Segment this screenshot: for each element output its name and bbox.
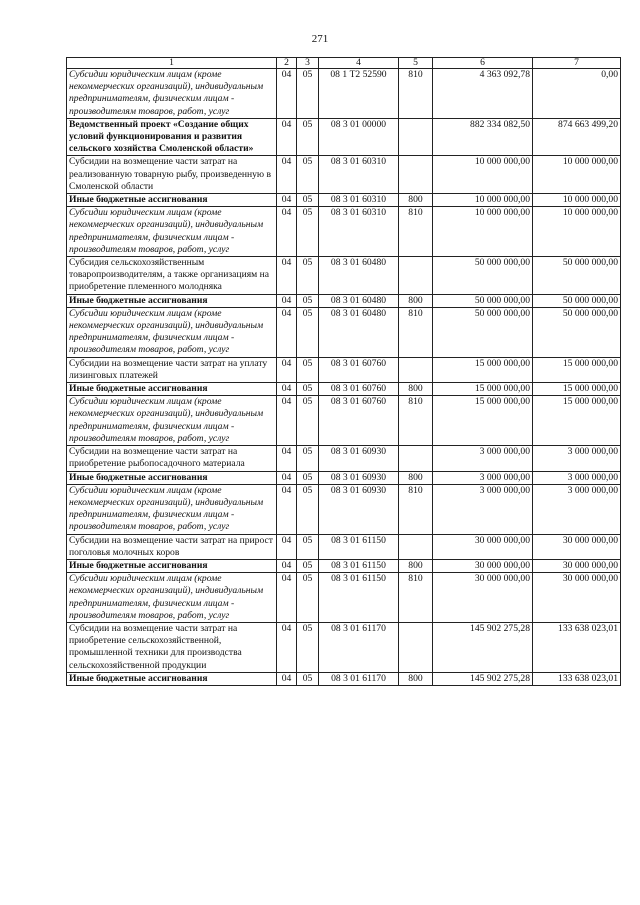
row-amount-1: 15 000 000,00 — [433, 396, 533, 446]
row-name: Субсидии юридическим лицам (кроме некоммерческих организаций), индивидуальным предпринимателям, физическим лицам - производителям товаров, работ, услуг — [67, 484, 277, 534]
column-header: 4 — [319, 58, 399, 69]
row-expense-type: 800 — [399, 194, 433, 207]
row-subsection-code: 05 — [297, 307, 319, 357]
row-amount-2: 30 000 000,00 — [533, 559, 621, 572]
column-header: 7 — [533, 58, 621, 69]
row-target-article: 08 3 01 60480 — [319, 294, 399, 307]
row-amount-2: 874 663 499,20 — [533, 118, 621, 156]
row-amount-1: 3 000 000,00 — [433, 446, 533, 471]
row-amount-2: 15 000 000,00 — [533, 357, 621, 382]
row-subsection-code: 05 — [297, 559, 319, 572]
column-header: 2 — [277, 58, 297, 69]
row-subsection-code: 05 — [297, 257, 319, 295]
row-target-article: 08 3 01 60480 — [319, 307, 399, 357]
row-expense-type: 810 — [399, 69, 433, 119]
row-amount-1: 50 000 000,00 — [433, 257, 533, 295]
table-row — [67, 573, 621, 623]
row-amount-2: 3 000 000,00 — [533, 471, 621, 484]
row-expense-type: 800 — [399, 672, 433, 685]
row-expense-type — [399, 446, 433, 471]
row-name: Субсидии на возмещение части затрат на приобретение сельскохозяйственной, промышленной техники для производства сельскохозяйственной продукции — [67, 622, 277, 672]
row-name: Иные бюджетные ассигнования — [67, 471, 277, 484]
row-name: Субсидии юридическим лицам (кроме некоммерческих организаций), индивидуальным предпринимателям, физическим лицам - производителям товаров, работ, услуг — [67, 396, 277, 446]
row-subsection-code: 05 — [297, 573, 319, 623]
row-name: Ведомственный проект «Создание общих условий функционирования и развития сельского хозяйства Смоленской области» — [67, 118, 277, 156]
table-row — [67, 672, 621, 685]
table-row — [67, 357, 621, 382]
row-subsection-code: 05 — [297, 622, 319, 672]
row-amount-2: 10 000 000,00 — [533, 156, 621, 194]
row-section-code: 04 — [277, 534, 297, 559]
row-amount-1: 10 000 000,00 — [433, 194, 533, 207]
row-section-code: 04 — [277, 559, 297, 572]
row-amount-1: 10 000 000,00 — [433, 207, 533, 257]
row-amount-2: 133 638 023,01 — [533, 672, 621, 685]
column-header: 1 — [67, 58, 277, 69]
row-target-article: 08 3 01 61170 — [319, 622, 399, 672]
row-amount-1: 50 000 000,00 — [433, 294, 533, 307]
row-amount-2: 50 000 000,00 — [533, 257, 621, 295]
row-section-code: 04 — [277, 484, 297, 534]
row-section-code: 04 — [277, 307, 297, 357]
column-header: 6 — [433, 58, 533, 69]
row-name: Субсидии юридическим лицам (кроме некоммерческих организаций), индивидуальным предпринимателям, физическим лицам - производителям товаров, работ, услуг — [67, 69, 277, 119]
row-section-code: 04 — [277, 471, 297, 484]
row-section-code: 04 — [277, 207, 297, 257]
table-row — [67, 194, 621, 207]
table-row — [67, 118, 621, 156]
row-target-article: 08 3 01 60930 — [319, 471, 399, 484]
row-amount-2: 0,00 — [533, 69, 621, 119]
row-amount-1: 50 000 000,00 — [433, 307, 533, 357]
row-expense-type — [399, 257, 433, 295]
row-amount-1: 145 902 275,28 — [433, 622, 533, 672]
table-row — [67, 471, 621, 484]
table-row — [67, 396, 621, 446]
row-target-article: 08 3 01 60930 — [319, 446, 399, 471]
row-subsection-code: 05 — [297, 534, 319, 559]
row-expense-type: 810 — [399, 207, 433, 257]
column-header: 5 — [399, 58, 433, 69]
row-name: Иные бюджетные ассигнования — [67, 194, 277, 207]
page-number: 271 — [311, 33, 329, 45]
table-row — [67, 484, 621, 534]
row-amount-2: 30 000 000,00 — [533, 534, 621, 559]
row-amount-2: 133 638 023,01 — [533, 622, 621, 672]
row-section-code: 04 — [277, 622, 297, 672]
row-expense-type — [399, 357, 433, 382]
row-amount-2: 30 000 000,00 — [533, 573, 621, 623]
table-header-row — [67, 58, 621, 69]
row-expense-type: 810 — [399, 573, 433, 623]
row-subsection-code: 05 — [297, 383, 319, 396]
row-target-article: 08 3 01 60310 — [319, 156, 399, 194]
column-header: 3 — [297, 58, 319, 69]
table-row — [67, 559, 621, 572]
row-amount-1: 145 902 275,28 — [433, 672, 533, 685]
row-section-code: 04 — [277, 118, 297, 156]
row-target-article: 08 3 01 60480 — [319, 257, 399, 295]
row-target-article: 08 3 01 61150 — [319, 534, 399, 559]
row-amount-2: 50 000 000,00 — [533, 294, 621, 307]
table-row — [67, 257, 621, 295]
table-body — [67, 69, 621, 686]
table-row — [67, 207, 621, 257]
row-name: Иные бюджетные ассигнования — [67, 672, 277, 685]
row-expense-type: 810 — [399, 484, 433, 534]
row-subsection-code: 05 — [297, 194, 319, 207]
row-name: Иные бюджетные ассигнования — [67, 294, 277, 307]
row-target-article: 08 3 01 60930 — [319, 484, 399, 534]
row-target-article: 08 3 01 00000 — [319, 118, 399, 156]
row-amount-1: 15 000 000,00 — [433, 357, 533, 382]
row-amount-2: 10 000 000,00 — [533, 194, 621, 207]
row-amount-1: 15 000 000,00 — [433, 383, 533, 396]
row-subsection-code: 05 — [297, 69, 319, 119]
row-section-code: 04 — [277, 156, 297, 194]
row-target-article: 08 3 01 61150 — [319, 559, 399, 572]
row-name: Субсидии на возмещение части затрат на прирост поголовья молочных коров — [67, 534, 277, 559]
row-expense-type — [399, 118, 433, 156]
row-target-article: 08 3 01 60310 — [319, 194, 399, 207]
row-name: Субсидии на возмещение части затрат на реализованную товарную рыбу, произведенную в Смоленской области — [67, 156, 277, 194]
row-amount-2: 3 000 000,00 — [533, 484, 621, 534]
row-section-code: 04 — [277, 672, 297, 685]
row-subsection-code: 05 — [297, 207, 319, 257]
row-amount-1: 30 000 000,00 — [433, 573, 533, 623]
row-name: Субсидии юридическим лицам (кроме некоммерческих организаций), индивидуальным предпринимателям, физическим лицам - производителям товаров, работ, услуг — [67, 307, 277, 357]
row-name: Субсидия сельскохозяйственным товаропроизводителям, а также организациям на приобретение племенного молодняка — [67, 257, 277, 295]
row-subsection-code: 05 — [297, 294, 319, 307]
row-amount-1: 4 363 092,78 — [433, 69, 533, 119]
row-section-code: 04 — [277, 294, 297, 307]
row-subsection-code: 05 — [297, 446, 319, 471]
table-row — [67, 69, 621, 119]
row-target-article: 08 1 Т2 52590 — [319, 69, 399, 119]
table-row — [67, 534, 621, 559]
row-target-article: 08 3 01 60760 — [319, 396, 399, 446]
row-target-article: 08 3 01 61170 — [319, 672, 399, 685]
row-name: Субсидии на возмещение части затрат на приобретение рыбопосадочного материала — [67, 446, 277, 471]
row-expense-type: 800 — [399, 559, 433, 572]
row-expense-type: 800 — [399, 294, 433, 307]
row-expense-type: 810 — [399, 396, 433, 446]
row-subsection-code: 05 — [297, 357, 319, 382]
row-section-code: 04 — [277, 69, 297, 119]
row-section-code: 04 — [277, 396, 297, 446]
row-target-article: 08 3 01 60760 — [319, 357, 399, 382]
row-amount-1: 3 000 000,00 — [433, 471, 533, 484]
budget-table — [66, 57, 621, 686]
row-name: Субсидии юридическим лицам (кроме некоммерческих организаций), индивидуальным предпринимателям, физическим лицам - производителям товаров, работ, услуг — [67, 207, 277, 257]
table-row — [67, 156, 621, 194]
row-amount-1: 882 334 082,50 — [433, 118, 533, 156]
row-amount-2: 15 000 000,00 — [533, 383, 621, 396]
row-name: Иные бюджетные ассигнования — [67, 559, 277, 572]
row-expense-type — [399, 156, 433, 194]
row-name: Иные бюджетные ассигнования — [67, 383, 277, 396]
table-row — [67, 294, 621, 307]
row-expense-type: 800 — [399, 471, 433, 484]
row-subsection-code: 05 — [297, 396, 319, 446]
row-amount-2: 15 000 000,00 — [533, 396, 621, 446]
row-target-article: 08 3 01 60760 — [319, 383, 399, 396]
row-target-article: 08 3 01 60310 — [319, 207, 399, 257]
row-subsection-code: 05 — [297, 156, 319, 194]
row-subsection-code: 05 — [297, 118, 319, 156]
row-section-code: 04 — [277, 357, 297, 382]
row-amount-2: 10 000 000,00 — [533, 207, 621, 257]
row-subsection-code: 05 — [297, 484, 319, 534]
table-row — [67, 307, 621, 357]
row-target-article: 08 3 01 61150 — [319, 573, 399, 623]
row-amount-2: 3 000 000,00 — [533, 446, 621, 471]
row-section-code: 04 — [277, 383, 297, 396]
row-amount-1: 30 000 000,00 — [433, 559, 533, 572]
table-row — [67, 446, 621, 471]
row-amount-2: 50 000 000,00 — [533, 307, 621, 357]
row-expense-type — [399, 534, 433, 559]
row-subsection-code: 05 — [297, 672, 319, 685]
row-expense-type: 810 — [399, 307, 433, 357]
row-name: Субсидии на возмещение части затрат на уплату лизинговых платежей — [67, 357, 277, 382]
row-amount-1: 3 000 000,00 — [433, 484, 533, 534]
row-subsection-code: 05 — [297, 471, 319, 484]
table-row — [67, 383, 621, 396]
row-name: Субсидии юридическим лицам (кроме некоммерческих организаций), индивидуальным предпринимателям, физическим лицам - производителям товаров, работ, услуг — [67, 573, 277, 623]
row-expense-type — [399, 622, 433, 672]
row-amount-1: 30 000 000,00 — [433, 534, 533, 559]
row-section-code: 04 — [277, 194, 297, 207]
row-amount-1: 10 000 000,00 — [433, 156, 533, 194]
row-section-code: 04 — [277, 446, 297, 471]
row-expense-type: 800 — [399, 383, 433, 396]
table-row — [67, 622, 621, 672]
row-section-code: 04 — [277, 573, 297, 623]
row-section-code: 04 — [277, 257, 297, 295]
